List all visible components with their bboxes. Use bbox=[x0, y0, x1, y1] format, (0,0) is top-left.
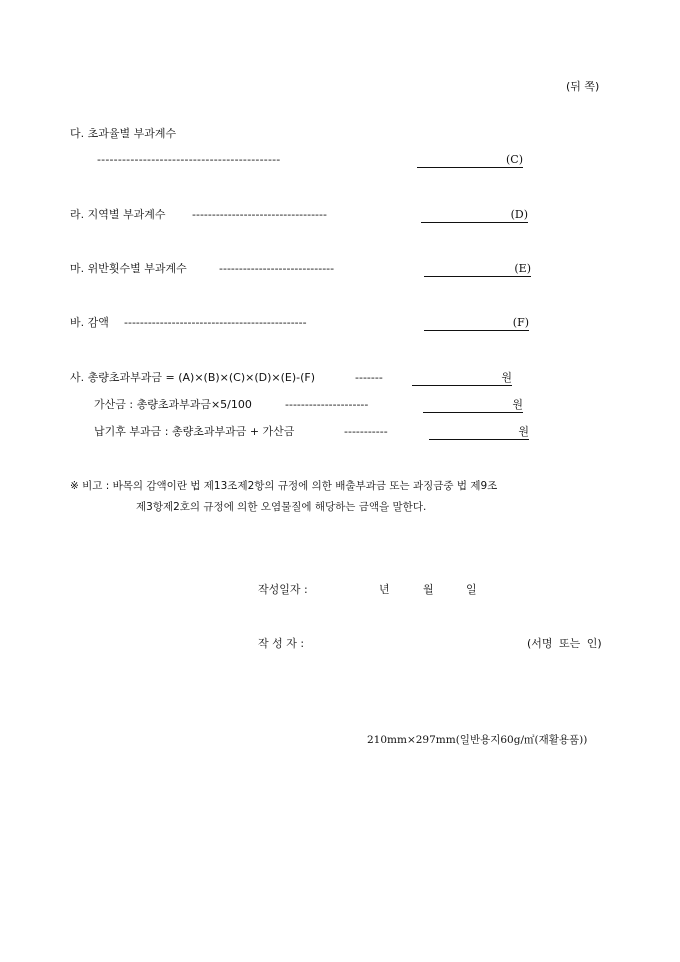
item-ba-value: (F) bbox=[512, 316, 529, 329]
item-sa-label: 사. 총량초과부과금 = (A)×(B)×(C)×(D)×(E)-(F) bbox=[70, 371, 316, 384]
item-late-unit: 원 bbox=[518, 425, 529, 438]
item-ma-label: 마. 위반횟수별 부과계수 bbox=[70, 262, 187, 275]
item-ma-blank[interactable] bbox=[424, 262, 531, 277]
note-line-1: ※ 비고 : 바목의 감액이란 법 제13조제2항의 규정에 의한 배출부과금 또는 과징금중 법 제9조 bbox=[70, 480, 498, 492]
item-surcharge-blank[interactable] bbox=[423, 398, 523, 413]
item-ma-value: (E) bbox=[514, 262, 531, 275]
item-late-leader: ----------- bbox=[344, 425, 388, 438]
item-sa-blank[interactable] bbox=[412, 371, 512, 386]
item-da-label: 다. 초과율별 부과계수 bbox=[70, 127, 177, 140]
item-late-blank[interactable] bbox=[429, 425, 529, 440]
date-label: 작성일자 : bbox=[258, 583, 308, 596]
item-ma-leader: ----------------------------- bbox=[219, 262, 335, 275]
date-month[interactable]: 월 bbox=[423, 583, 434, 596]
item-late-label: 납기후 부과금 : 총량초과부과금 + 가산금 bbox=[94, 425, 295, 438]
paper-spec: 210mm×297mm(일반용지60g/㎡(재활용품)) bbox=[367, 734, 588, 746]
item-ba-leader: ---------------------------------------------- bbox=[124, 316, 307, 329]
item-ra-leader: ---------------------------------- bbox=[192, 208, 327, 221]
note-line-2: 제3항제2호의 규정에 의한 오염물질에 해당하는 금액을 말한다. bbox=[136, 501, 427, 513]
item-ba-blank[interactable] bbox=[424, 316, 529, 331]
item-sa-unit: 원 bbox=[501, 371, 512, 384]
item-ba-label: 바. 감액 bbox=[70, 316, 109, 329]
date-day[interactable]: 일 bbox=[466, 583, 477, 596]
item-surcharge-label: 가산금 : 총량초과부과금×5/100 bbox=[94, 398, 252, 411]
item-surcharge-leader: --------------------- bbox=[285, 398, 369, 411]
page-side-label: (뒤 쪽) bbox=[566, 80, 600, 93]
signature-field[interactable]: (서명 또는 인) bbox=[527, 637, 602, 650]
date-year[interactable]: 년 bbox=[379, 583, 390, 596]
item-da-blank[interactable] bbox=[417, 153, 523, 168]
item-ra-blank[interactable] bbox=[421, 208, 528, 223]
item-da-value: (C) bbox=[506, 153, 523, 166]
item-surcharge-unit: 원 bbox=[512, 398, 523, 411]
item-ra-label: 라. 지역별 부과계수 bbox=[70, 208, 166, 221]
item-da-leader: -------------------------------------------- bbox=[97, 153, 281, 166]
item-ra-value: (D) bbox=[510, 208, 528, 221]
item-sa-leader: ------- bbox=[355, 371, 383, 384]
author-label: 작 성 자 : bbox=[258, 637, 305, 650]
